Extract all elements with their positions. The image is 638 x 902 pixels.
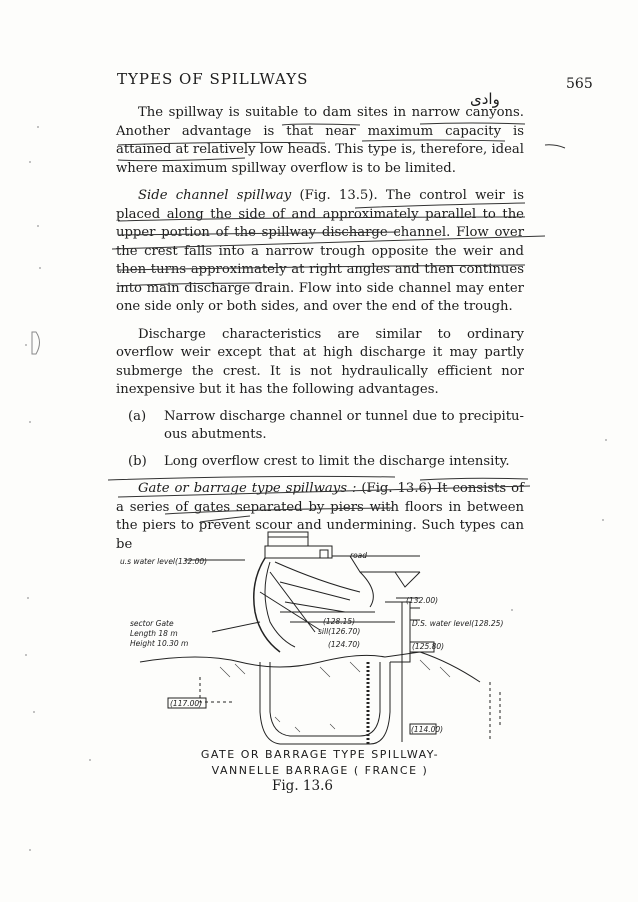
figure-caption-line-2: VANNELLE BARRAGE ( FRANCE ): [211, 764, 429, 777]
diagram-label-gate-length: Length 18 m: [130, 629, 178, 638]
list-item-text: Narrow discharge channel or tunnel due to precipitu-ous abutments.: [164, 408, 524, 442]
diagram-label-elevation-132: (132.00): [406, 596, 439, 605]
diagram-label-elevation-125-80: (125.80): [412, 642, 445, 651]
diagram-label-sector-gate: sector Gate: [130, 619, 174, 628]
diagram-label-gate-height: Height 10.30 m: [130, 639, 189, 648]
list-item-label: (b): [128, 453, 147, 469]
side-channel-text: (Fig. 13.5). The control weir is placed along the side of and approximately parallel to the upper portion of the spillway discharge channel. Flow over the crest falls into a narrow trough opposite the weir and then turns approximately at right angles and then continues into main discharge drain. Flow into side channel may enter one side only or both sides, and over the end of the trough.: [116, 188, 524, 314]
gate-barrage-heading: Gate or barrage type spillways :: [138, 481, 357, 496]
figure-number: Fig. 13.6: [272, 778, 333, 794]
side-channel-heading: Side channel spillway: [138, 188, 292, 203]
page-number: 565: [566, 76, 593, 92]
diagram-label-elevation-128-15: (128.15): [323, 617, 356, 626]
list-item-text: Long overflow crest to limit the discharge intensity.: [164, 453, 510, 469]
gate-barrage-text: (Fig. 13.6) It consists of a series of gates separated by piers with floors in between the piers to prevent scour and undermining. Such types can be: [116, 481, 524, 552]
figure-caption-line-1: GATE OR BARRAGE TYPE SPILLWAY-: [200, 748, 440, 761]
paragraph-canyon-advantage: The spillway is suitable to dam sites in narrow canyons. Another advantage is that near maximum capacity is attained at relatively low heads. This type is, therefore, ideal where maximum spillway overflow is to be limited.: [116, 105, 524, 176]
diagram-label-road: road: [350, 551, 368, 560]
handwritten-margin-note: وادی: [470, 90, 500, 108]
paragraph-discharge-characteristics: Discharge characteristics are similar to ordinary overflow weir except that at high discharge it may partly submerge the crest. It is not hydraulically efficient nor inexpensive but it has the following advantages.: [116, 326, 524, 397]
diagram-label-us-water-level: u.s water level(132.00): [120, 557, 208, 566]
gate-barrage-cross-section-diagram: [120, 512, 520, 752]
diagram-label-sill: sill(126.70): [318, 627, 361, 636]
diagram-label-elevation-117: (117.00): [170, 699, 203, 708]
diagram-label-elevation-124-70: (124.70): [328, 640, 361, 649]
list-item-label: (a): [128, 408, 147, 424]
diagram-label-ds-water-level: D.S. water level(128.25): [412, 619, 504, 628]
running-header: TYPES OF SPILLWAYS: [117, 70, 309, 88]
diagram-label-elevation-114: (114.00): [411, 725, 444, 734]
